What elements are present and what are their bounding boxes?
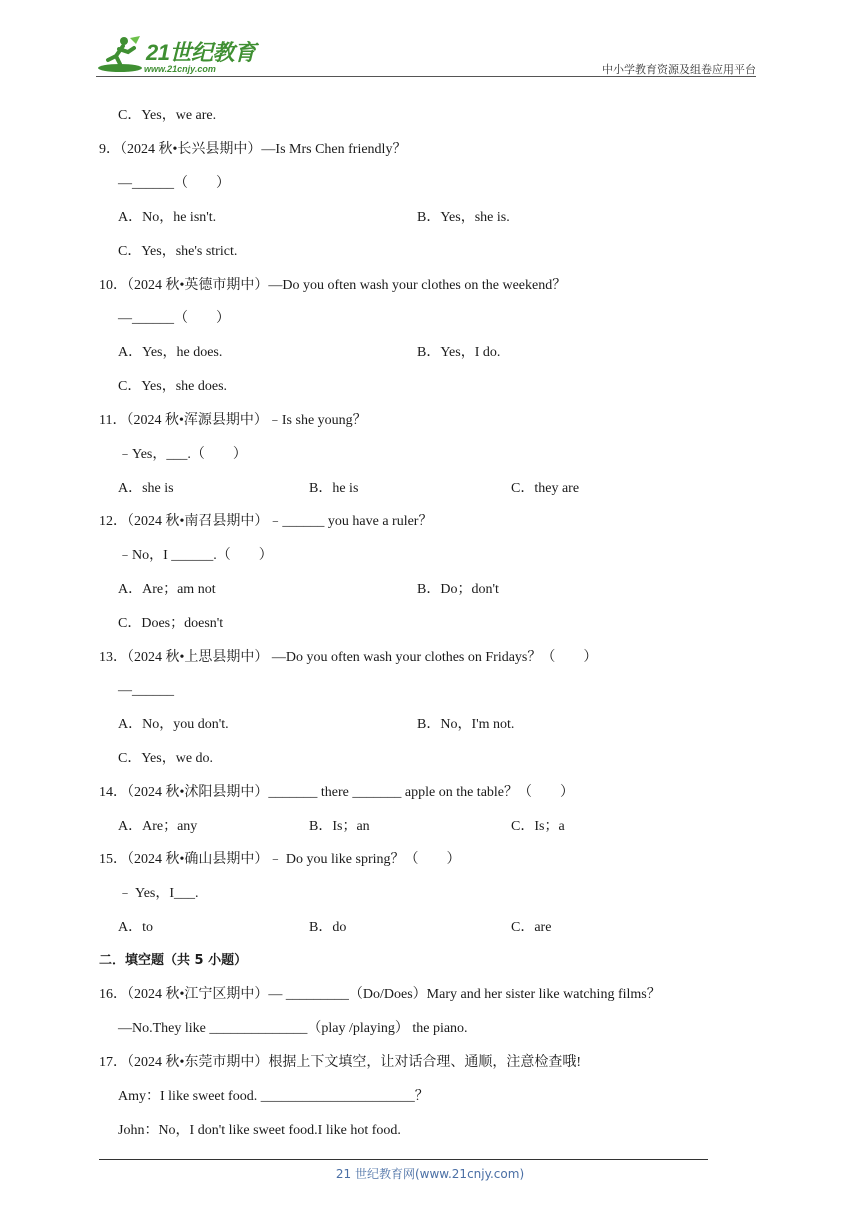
option-c: C．Does；doesn't: [118, 616, 224, 631]
option-a: A．to: [118, 920, 153, 935]
option-c: C．Yes，she does.: [118, 379, 228, 394]
question-12: 12．（2024 秋•南召县期中）﹣______ you have a ruler？: [99, 514, 433, 529]
option-b: B．do: [309, 920, 347, 935]
question-16: 16．（2024 秋•江宁区期中）— _________（Do/Does）Mary and her sister like watching films？: [99, 987, 661, 1002]
answer-blank: ﹣Yes，___.（ ）: [118, 447, 247, 462]
footer-divider: [99, 1159, 708, 1160]
logo-text: 21世纪教育: [146, 40, 256, 65]
page-footer: 21 世纪教育网(www.21cnjy.com): [335, 1167, 525, 1181]
header-divider: [96, 76, 756, 77]
option-c: C．Yes，she's strict.: [118, 244, 238, 259]
dialogue-line: John：No，I don't like sweet food.I like hot food.: [118, 1123, 401, 1138]
option-b: B．Yes，I do.: [417, 345, 501, 360]
logo-url: www.21cnjy.com: [144, 64, 216, 74]
option-a: A．Are；any: [118, 819, 198, 834]
answer-blank: ﹣No，I ______.（ ）: [118, 548, 273, 563]
question-17: 17．（2024 秋•东莞市期中）根据上下文填空，让对话合理、通顺，注意检查哦!: [99, 1055, 582, 1070]
option-c: C．Is；a: [511, 819, 565, 834]
question-9: 9．（2024 秋•长兴县期中）—Is Mrs Chen friendly？: [99, 142, 407, 157]
question-11: 11．（2024 秋•浑源县期中）﹣Is she young？: [99, 413, 367, 428]
option-c: C．Yes，we do.: [118, 751, 214, 766]
question-14: 14．（2024 秋•沭阳县期中）_______ there _______ apple on the table？（ ）: [99, 785, 575, 800]
question-15: 15．（2024 秋•确山县期中）﹣ Do you like spring？（ ）: [99, 852, 461, 867]
option-a: A．Yes，he does.: [118, 345, 223, 360]
option-b: B．Do；don't: [417, 582, 499, 597]
option-a: A．No，he isn't.: [118, 210, 217, 225]
option-b: B．No，I'm not.: [417, 717, 515, 732]
answer-blank: —______（ ）: [118, 176, 230, 191]
answer-blank: ﹣ Yes，I___.: [118, 886, 199, 901]
question-10: 10．（2024 秋•英德市期中）—Do you often wash your clothes on the weekend？: [99, 278, 567, 293]
option-c: C．they are: [511, 481, 580, 496]
section-heading: 二．填空题（共 5 小题）: [99, 953, 248, 968]
site-logo: [96, 34, 266, 76]
answer-blank: —______（ ）: [118, 311, 230, 326]
dialogue-line: Amy：I like sweet food. ______________________？: [118, 1089, 429, 1104]
option-b: B．he is: [309, 481, 359, 496]
option-a: A．Are；am not: [118, 582, 216, 597]
option-c: C．Yes，we are.: [118, 108, 217, 123]
option-b: B．Is；an: [309, 819, 370, 834]
option-a: A．she is: [118, 481, 174, 496]
header-slogan: 中小学教育资源及组卷应用平台: [602, 63, 756, 76]
question-13: 13．（2024 秋•上思县期中） —Do you often wash your clothes on Fridays？（ ）: [99, 650, 598, 665]
option-a: A．No，you don't.: [118, 717, 229, 732]
page-header: [96, 30, 756, 80]
answer-line: —No.They like ______________（play /playing） the piano.: [118, 1021, 468, 1036]
option-c: C．are: [511, 920, 552, 935]
answer-blank: —______: [118, 683, 174, 698]
runner-icon: [96, 34, 144, 76]
option-b: B．Yes，she is.: [417, 210, 510, 225]
